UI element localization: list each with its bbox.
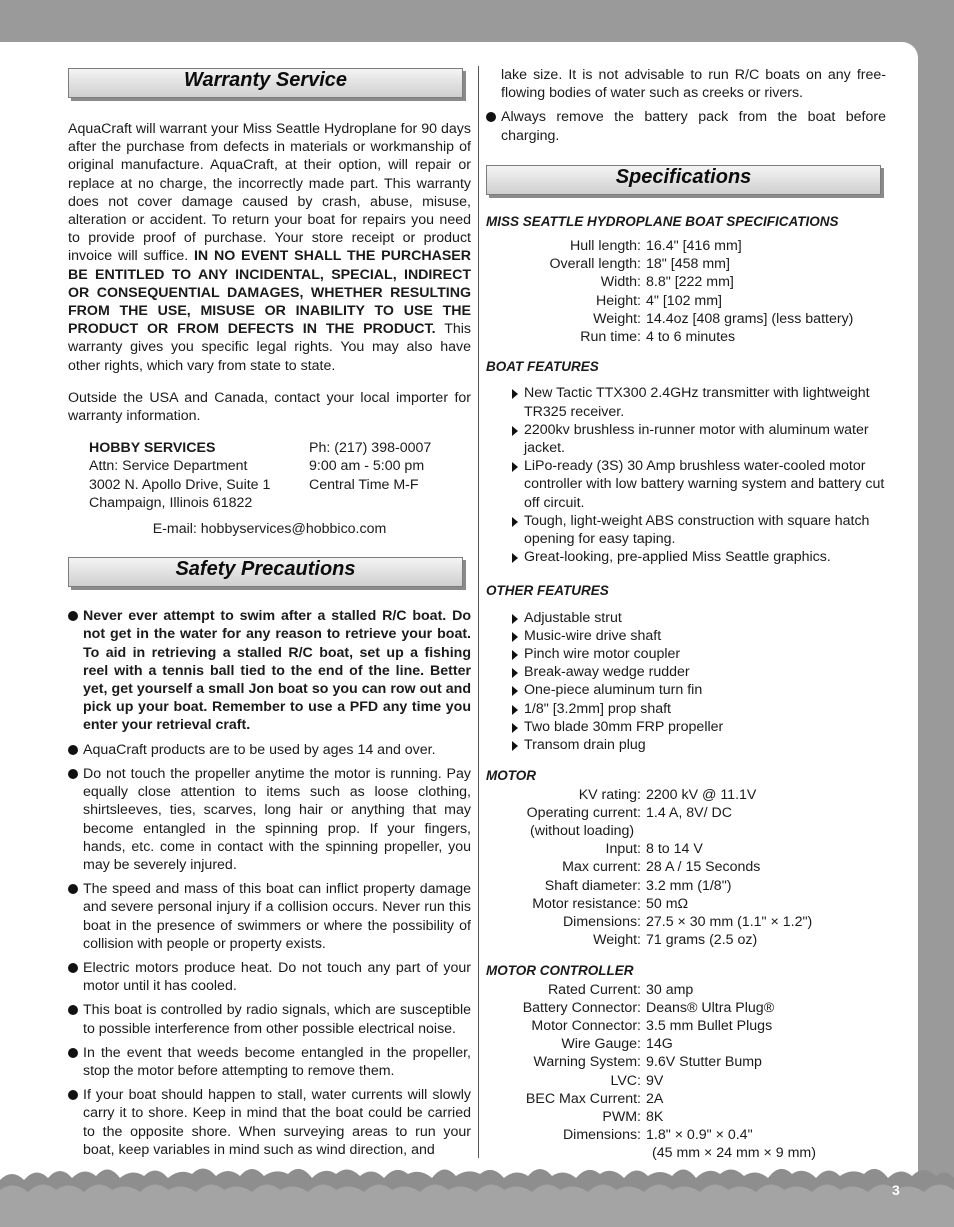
safety-banner [68, 557, 463, 587]
left-column [68, 68, 471, 1159]
spec-value: 28 A / 15 Seconds [646, 859, 761, 876]
spec-label [486, 1144, 641, 1162]
spec-value: 14G [646, 1036, 673, 1053]
column-divider [478, 66, 479, 1158]
spec-label: Input: [605, 841, 641, 858]
spec-value: (45 mm × 24 mm × 9 mm) [652, 1145, 816, 1162]
spec-value: 2A [646, 1090, 664, 1107]
safety-item: Do not touch the propeller anytime the motor is running. Pay equally close attention to items such as loose clothing, shirtsleeves, ties, scarves, long hair or anything that may become entangled in the spinning prop. If your fingers, hands, etc. come in contact with the spinning propeller, you may be severely injured. [68, 765, 471, 874]
arrow-bullet-icon [512, 614, 518, 624]
spec-label: Max current: [562, 859, 641, 876]
spec-value: 1.8" × 0.9" × 0.4" [646, 1127, 753, 1144]
safety-item: AquaCraft products are to be used by ages 14 and over. [68, 741, 471, 759]
spec-value: 8 to 14 V [646, 841, 703, 858]
spec-label: Height: [596, 292, 641, 309]
feature-item: Music-wire drive shaft [512, 627, 886, 645]
safety-continued: lake size. It is not advisable to run R/C boats on any free-flowing bodies of water such as creeks or rivers. [501, 67, 886, 102]
warranty-rights: This warranty gives you specific legal rights. You may also have other rights, which vary from state to state. [68, 321, 471, 374]
hobby-phone: Ph: (217) 398-0007 [309, 440, 432, 457]
arrow-bullet-icon [512, 705, 518, 715]
spec-label: Wire Gauge: [561, 1036, 641, 1053]
spec-label: Dimensions: [562, 913, 641, 930]
outside-usa-note: Outside the USA and Canada, contact your local importer for warranty information. [68, 389, 471, 425]
feature-item: New Tactic TTX300 2.4GHz transmitter with lightweight TR325 receiver. [512, 384, 886, 420]
feature-item: Break-away wedge rudder [512, 663, 886, 681]
spec-value: 2200 kV @ 11.1V [646, 786, 757, 803]
spec-value [646, 822, 886, 840]
spec-label: Run time: [580, 329, 641, 346]
feature-item: Great-looking, pre-applied Miss Seattle graphics. [512, 548, 886, 566]
right-column [486, 66, 886, 1163]
boat-specs-table [486, 237, 886, 346]
page-number: 3 [892, 1182, 900, 1198]
feature-item: One-piece aluminum turn fin [512, 681, 886, 699]
boat-features-heading: BOAT FEATURES [486, 359, 599, 375]
warranty-intro: AquaCraft will warrant your Miss Seattle Hydroplane for 90 days after the purchase from defects in materials or workmanship of original manufacture. AquaCraft, at their option, will repair or replace at no charge, the incorrectly made part. This warranty does not cover damage caused by crash, abuse, misuse, alteration or accident. To return your boat for repairs you need to provide proof of purchase. Your store receipt or product invoice will suffice. [68, 121, 471, 265]
hobby-hours: 9:00 am - 5:00 pm [309, 458, 425, 475]
spec-value: 16.4" [416 mm] [646, 238, 742, 255]
bullet-icon [68, 769, 78, 779]
spec-label: Motor resistance: [532, 895, 641, 912]
spec-value: 50 mΩ [646, 895, 689, 912]
safety-item: Always remove the battery pack from the boat before charging. [486, 108, 886, 144]
feature-item: LiPo-ready (3S) 30 Amp brushless water-cooled motor controller with low battery warning system and battery cut off circuit. [512, 457, 886, 512]
spec-value: 30 amp [646, 981, 694, 998]
other-features-heading: OTHER FEATURES [486, 583, 609, 599]
warranty-disclaimer: IN NO EVENT SHALL THE PURCHASER BE ENTITLED TO ANY INCIDENTAL, SPECIAL, INDIRECT OR CONSEQUENTIAL DAMAGES, WHETHER RESULTING FROM THE USE, MISUSE OR INABILITY TO USE THE PRODUCT OR FROM DEFECTS IN THE PRODUCT. [68, 248, 472, 338]
spec-label: KV rating: [578, 786, 641, 803]
warranty-title: Warranty Service [183, 69, 348, 91]
spec-value: 3.5 mm Bullet Plugs [646, 1017, 773, 1034]
arrow-bullet-icon [512, 686, 518, 696]
feature-item: Pinch wire motor coupler [512, 645, 886, 663]
boat-features-list [486, 384, 886, 566]
arrow-bullet-icon [512, 389, 518, 399]
spec-value: 8.8" [222 mm] [646, 274, 734, 291]
spec-label: LVC: [610, 1072, 641, 1089]
spec-label: Motor Connector: [531, 1017, 641, 1034]
hobby-email: E-mail: hobbyservices@hobbico.com [152, 521, 387, 538]
spec-value: Deans® Ultra Plug® [646, 999, 775, 1016]
hobby-services-address [89, 439, 471, 512]
feature-item: 1/8" [3.2mm] prop shaft [512, 700, 886, 718]
spec-label: (without loading) [530, 822, 635, 839]
bullet-icon [68, 963, 78, 973]
spec-value: 14.4oz [408 grams] (less battery) [646, 310, 854, 327]
feature-item: Transom drain plug [512, 736, 886, 754]
boat-specs-heading: MISS SEATTLE HYDROPLANE BOAT SPECIFICATIONS [486, 213, 839, 229]
spec-label: Weight: [593, 310, 641, 327]
spec-value: 9V [646, 1072, 664, 1089]
bullet-icon [68, 1005, 78, 1015]
spec-label: Width: [600, 274, 641, 291]
spec-label: Hull length: [570, 238, 641, 255]
safety-item: If your boat should happen to stall, water currents will slowly carry it to shore. Keep in mind that the boat could be carried to the opposite shore. When surveying areas to run your boat, keep variables in mind such as wind direction, and [68, 1086, 471, 1159]
arrow-bullet-icon [512, 553, 518, 563]
hobby-name: HOBBY SERVICES [89, 440, 216, 457]
hobby-timezone: Central Time M-F [309, 476, 419, 493]
spec-label: Weight: [593, 932, 641, 949]
feature-item: Tough, light-weight ABS construction with square hatch opening for easy taping. [512, 512, 886, 548]
arrow-bullet-icon [512, 741, 518, 751]
safety-list [68, 607, 471, 1159]
arrow-bullet-icon [512, 723, 518, 733]
safety-item: This boat is controlled by radio signals, which are susceptible to possible interference from other possible electrical noise. [68, 1001, 471, 1037]
spec-value: 3.2 mm (1/8") [646, 877, 732, 894]
safety-item: Never ever attempt to swim after a stalled R/C boat. Do not get in the water for any reason to retrieve your boat. To aid in retrieving a stalled R/C boat, set up a fishing reel with a tennis ball tied to the end of the line. Better yet, get yourself a small Jon boat so you can row out and pick up your boat. Remember to use a PFD any time you enter your retrieval craft. [68, 607, 471, 734]
arrow-bullet-icon [512, 668, 518, 678]
wave-footer [0, 1160, 954, 1227]
arrow-bullet-icon [512, 517, 518, 527]
arrow-bullet-icon [512, 426, 518, 436]
safety-title: Safety Precautions [175, 558, 356, 581]
bullet-icon [68, 745, 78, 755]
spec-label: Shaft diameter: [544, 877, 641, 894]
hobby-city: Champaign, Illinois 61822 [89, 494, 253, 511]
safety-item: Electric motors produce heat. Do not touch any part of your motor until it has cooled. [68, 959, 471, 995]
spec-label: Rated Current: [547, 981, 641, 998]
motor-controller-heading: MOTOR CONTROLLER [486, 963, 634, 979]
spec-label: PWM: [602, 1108, 641, 1125]
safety-item: In the event that weeds become entangled in the propeller, stop the motor before attempting to remove them. [68, 1044, 471, 1080]
spec-value: 8K [646, 1108, 664, 1125]
spec-value: 27.5 × 30 mm (1.1" × 1.2") [646, 913, 813, 930]
bullet-icon [68, 1090, 78, 1100]
feature-item: Adjustable strut [512, 609, 886, 627]
spec-value: 9.6V Stutter Bump [646, 1054, 762, 1071]
controller-specs-table [486, 981, 886, 1163]
spec-label: BEC Max Current: [525, 1090, 641, 1107]
arrow-bullet-icon [512, 650, 518, 660]
spec-label: Operating current: [526, 804, 641, 821]
spec-value: 4" [102 mm] [646, 292, 723, 309]
warranty-banner [68, 68, 463, 98]
spec-label: Dimensions: [562, 1127, 641, 1144]
feature-item: Two blade 30mm FRP propeller [512, 718, 886, 736]
bullet-icon [486, 112, 496, 122]
spec-value: 1.4 A, 8V/ DC [646, 804, 732, 821]
other-features-list [486, 609, 886, 755]
safety-list-continued [486, 108, 886, 144]
safety-item: The speed and mass of this boat can inflict property damage and severe personal injury if a collision occurs. Never run this boat in the presence of swimmers or where the possibility of collision with people or property exists. [68, 880, 471, 953]
bullet-icon [68, 611, 78, 621]
bullet-icon [68, 1048, 78, 1058]
spec-value: 4 to 6 minutes [646, 329, 736, 346]
hobby-street: 3002 N. Apollo Drive, Suite 1 [89, 476, 271, 493]
motor-heading: MOTOR [486, 768, 536, 784]
motor-specs-table [486, 786, 886, 950]
warranty-text [68, 120, 471, 375]
arrow-bullet-icon [512, 462, 518, 472]
spec-label: Warning System: [533, 1054, 641, 1071]
feature-item: 2200kv brushless in-runner motor with aluminum water jacket. [512, 421, 886, 457]
specs-banner [486, 165, 881, 195]
spec-label: Battery Connector: [522, 999, 641, 1016]
bullet-icon [68, 884, 78, 894]
arrow-bullet-icon [512, 632, 518, 642]
spec-label: Overall length: [549, 256, 641, 273]
spec-value: 71 grams (2.5 oz) [646, 932, 758, 949]
specs-title: Specifications [615, 165, 752, 188]
hobby-attn: Attn: Service Department [89, 458, 248, 475]
spec-value: 18" [458 mm] [646, 256, 730, 273]
